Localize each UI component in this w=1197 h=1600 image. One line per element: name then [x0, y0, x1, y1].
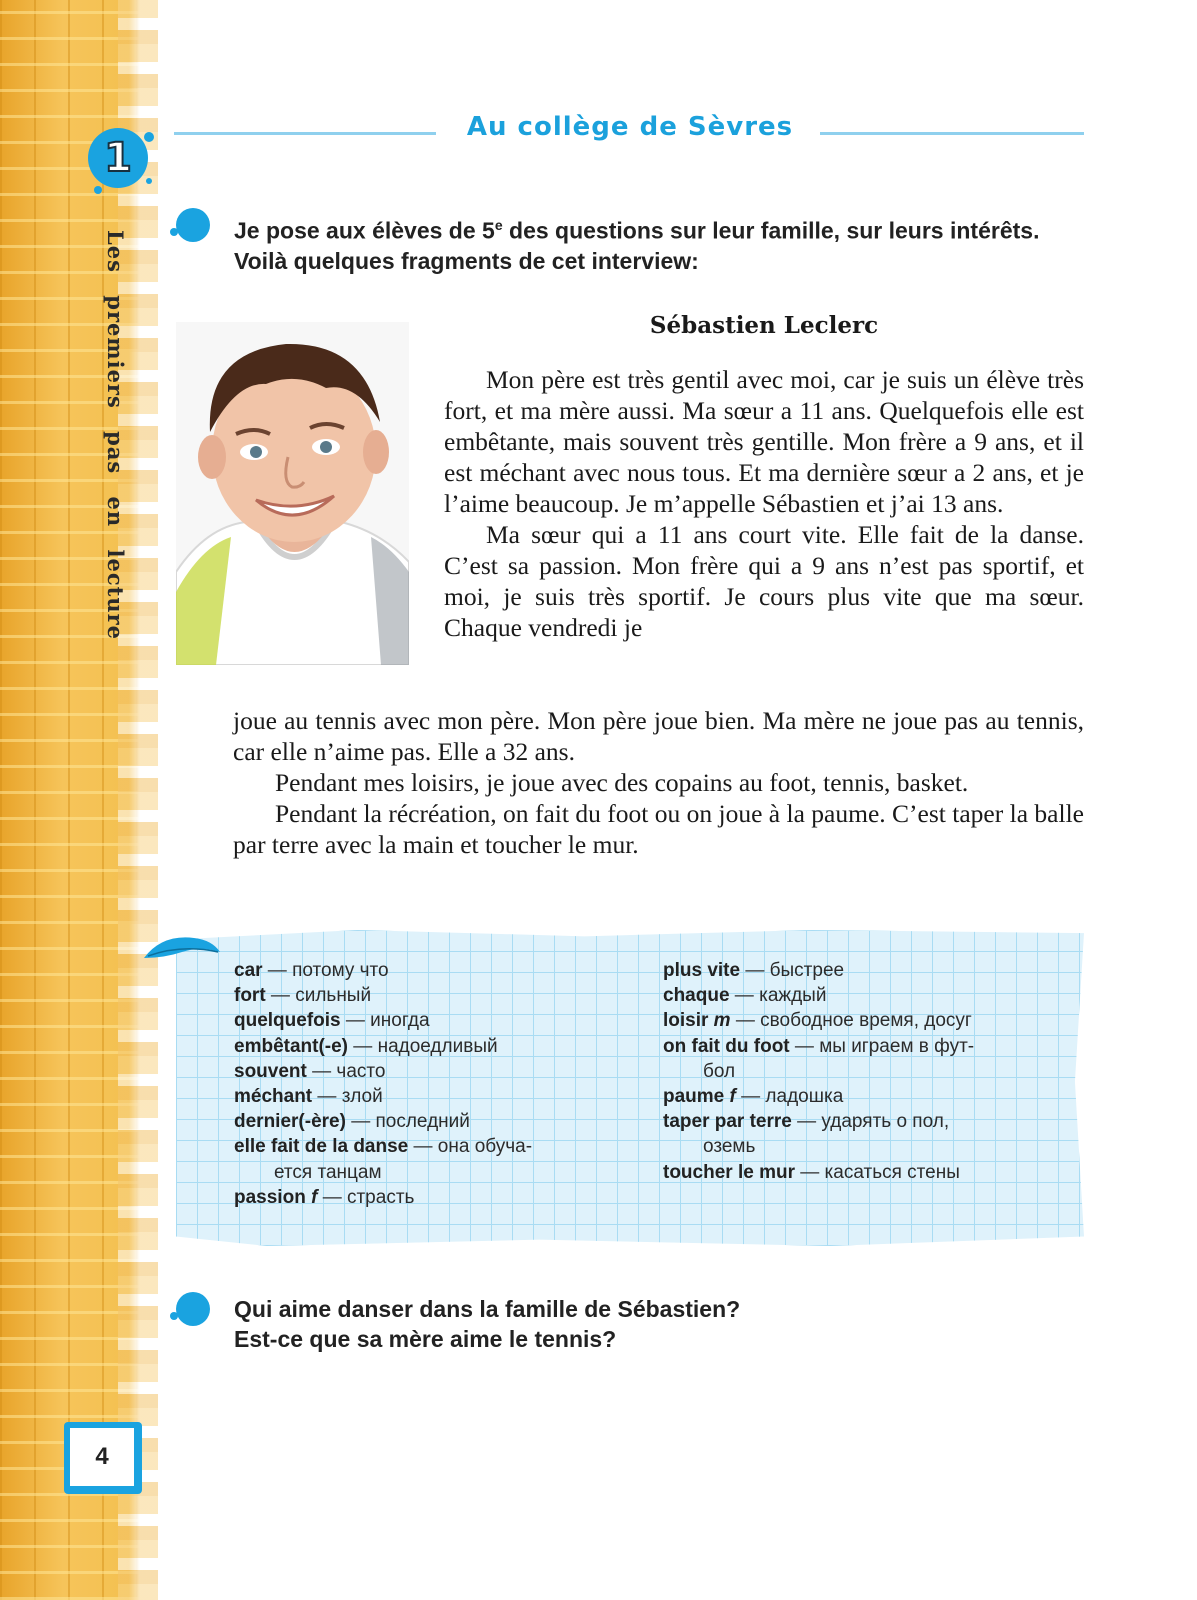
header-rule-left [174, 132, 436, 135]
bullet-icon [176, 1292, 210, 1326]
vocab-translation: — злой [312, 1086, 383, 1108]
boy-portrait-icon [176, 322, 409, 665]
vocab-entry [663, 1109, 1045, 1134]
question-2: Est-ce que sa mère aime le tennis? [234, 1326, 617, 1352]
comprehension-questions [234, 1294, 1094, 1354]
vocab-translation: — сильный [265, 985, 372, 1007]
student-photo [176, 322, 409, 665]
vocab-translation: — часто [306, 1060, 386, 1082]
author-name: Sébastien Leclerc [649, 312, 879, 339]
vocab-term: fort [234, 985, 266, 1007]
vocab-entry [663, 1059, 1045, 1084]
vocab-entry [663, 1008, 1045, 1033]
vocab-entry [234, 1160, 614, 1185]
paragraph-leisure: Pendant mes loisirs, je joue avec des copains au foot, tennis, basket. [275, 768, 969, 797]
vocab-term: quelquefois [234, 1010, 341, 1032]
text-full-block [233, 705, 1084, 860]
paragraph-sports-end: joue au tennis avec mon père. Mon père joue bien. Ma mère ne joue pas au tennis, car elle n’aime pas. Elle a 32 ans. [233, 706, 1084, 766]
vocab-term: loisir [663, 1010, 709, 1032]
paragraph-recreation: Pendant la récréation, on fait du foot ou on joue à la paume. C’est taper la balle par terre avec la main et toucher le mur. [233, 799, 1084, 859]
vocab-entry [663, 958, 1045, 983]
vocab-term: passion [234, 1186, 306, 1208]
vocab-translation: — каждый [729, 985, 827, 1007]
question-1: Qui aime danser dans la famille de Sébastien? [234, 1296, 741, 1322]
vocab-entry [234, 1084, 614, 1109]
vocab-entry [663, 1034, 1045, 1059]
vocab-term: méchant [234, 1086, 313, 1108]
paragraph-family: Mon père est très gentil avec moi, car je suis un élève très fort, et ma mère aussi. Ma sœur a 11 ans. Quelquefois elle est embêtante, mais souvent très gentille. Mon frère a 9 ans, et il est méchant avec nous tous. Et ma dernière sœur a 2 ans, et je l’aime beaucoup. Je m’appelle Sébastien et j’ai 13 ans. [444, 365, 1084, 518]
vocab-entry [663, 983, 1045, 1008]
feather-icon [142, 928, 222, 968]
intro-instruction: Je pose aux élèves de 5e des questions sur leur famille, sur leurs intérêts. Voilà quelques fragments de cet interview: [234, 217, 1040, 274]
vocab-translation: — ударять о пол, [791, 1111, 950, 1133]
vocab-gender: m [708, 1010, 731, 1032]
vocab-term: elle fait de la danse [234, 1136, 409, 1158]
vocab-entry [663, 1160, 1045, 1185]
vocab-term: on fait du foot [663, 1035, 790, 1057]
vocab-translation: — ладошка [735, 1086, 844, 1108]
paragraph-sports-start: Ma sœur qui a 11 ans court vite. Elle fait de la danse. C’est sa passion. Mon frère qui a 9 ans n’est pas sportif, et moi, je suis très sportif. Je cours plus vite que ma sœur. Chaque vendredi je [444, 520, 1084, 642]
vocab-term: paume [663, 1086, 725, 1108]
vocab-term: dernier(-ère) [234, 1111, 346, 1133]
vocab-term: car [234, 960, 263, 981]
vocab-entry [234, 1034, 614, 1059]
vocab-entry [234, 1008, 614, 1033]
vocab-translation: — быстрее [740, 960, 845, 981]
vocab-entry [234, 1109, 614, 1134]
section-vertical-title: Les premiers pas en lecture [103, 230, 128, 641]
vocab-term: plus vite [663, 960, 741, 981]
vocab-translation: — страсть [317, 1186, 415, 1208]
vocab-gender: f [305, 1186, 318, 1208]
vocabulary-right-column [663, 958, 1045, 1185]
vocab-translation: — мы играем в фут- [789, 1035, 975, 1057]
header-rule-right [820, 132, 1084, 135]
vocab-translation: бол [703, 1060, 736, 1082]
chapter-title: Au collège de Sèvres [466, 112, 794, 142]
vocab-translation: — надоедливый [348, 1035, 498, 1057]
vocab-translation: — она обуча- [408, 1136, 533, 1158]
page-number: 4 [70, 1428, 134, 1486]
vocab-term: embêtant(-e) [234, 1035, 349, 1057]
vocab-term: chaque [663, 985, 730, 1007]
text-wrapped-block [444, 364, 1084, 643]
vocab-entry [234, 983, 614, 1008]
vocab-translation: ется танцам [274, 1161, 382, 1183]
vocab-translation: — свободное время, досуг [730, 1010, 972, 1032]
vocab-translation: — иногда [340, 1010, 430, 1032]
splat-dot [144, 132, 154, 142]
vocab-entry [663, 1134, 1045, 1159]
vocab-entry [234, 958, 614, 983]
vocab-translation: — потому что [262, 960, 389, 981]
vocab-translation: — касаться стены [794, 1161, 960, 1183]
vocab-term: souvent [234, 1060, 307, 1082]
lesson-number-badge: 1 [88, 128, 148, 188]
vocab-term: toucher le mur [663, 1161, 795, 1183]
vocab-translation: — последний [345, 1111, 470, 1133]
vocab-entry [234, 1059, 614, 1084]
vocab-term: taper par terre [663, 1111, 792, 1133]
splat-dot [146, 178, 152, 184]
vocabulary-left-column [234, 958, 614, 1210]
vocab-gender: f [724, 1086, 736, 1108]
splat-dot [94, 186, 102, 194]
vocab-translation: оземь [703, 1136, 756, 1158]
vocab-entry [234, 1185, 614, 1210]
bullet-icon [176, 208, 210, 242]
vocab-entry [234, 1134, 614, 1159]
vocab-entry [663, 1084, 1045, 1109]
